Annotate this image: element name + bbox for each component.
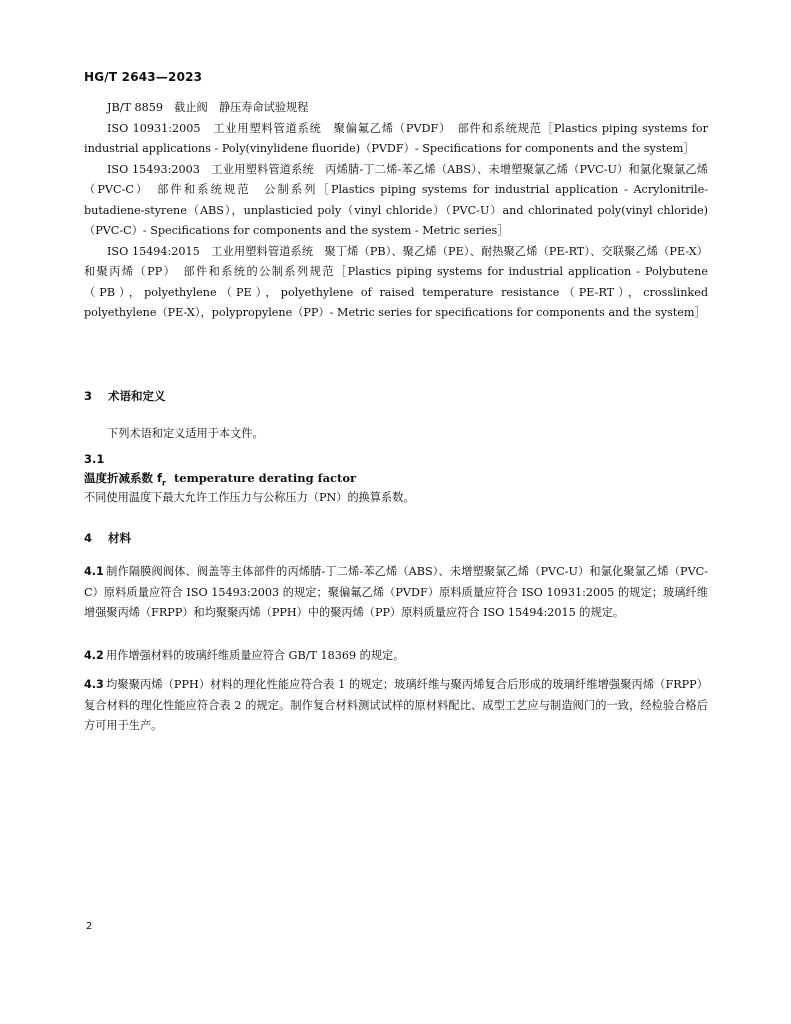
reference-item: ISO 10931:2005 工业用塑料管道系统 聚偏氟乙烯（PVDF） 部件和系统规范［Plastics piping systems for industrial applications - Poly(vinylidene fluoride)（PVDF）- Specifications for components and the system］ — [84, 121, 708, 155]
section-number: 3 — [84, 389, 93, 403]
clause-4-1 — [84, 562, 708, 624]
clause-4-3 — [84, 675, 708, 737]
term-chinese: 温度折减系数 f — [84, 471, 163, 485]
term-heading — [84, 470, 356, 487]
section-3-intro: 下列术语和定义适用于本文件。 — [107, 427, 264, 440]
term-english: temperature derating factor — [173, 471, 357, 485]
normative-references-list — [84, 98, 708, 324]
term-subscript: r — [162, 478, 166, 488]
clause-text: 均聚聚丙烯（PPH）材料的理化性能应符合表 1 的规定；玻璃纤维与聚丙烯复合后形成的玻璃纤维增强聚丙烯（FRPP）复合材料的理化性能应符合表 2 的规定。制作复合材料测试试样的原材料配比、成型工艺应与制造阀门的一致，经检验合格后方可用于生产。 — [84, 678, 708, 732]
reference-item: ISO 15493:2003 工业用塑料管道系统 丙烯腈-丁二烯-苯乙烯（ABS）、未增塑聚氯乙烯（PVC-U）和氯化聚氯乙烯（PVC-C） 部件和系统规范 公制系列［Plastics piping systems for industrial application - Acrylonitrile-butadiene-styrene（ABS），unplasticied poly（vinyl chloride）（PVC-U）and chlorinated poly(vinyl chloride)（PVC-C）- Specifications for components and the system - Metric series］ — [84, 162, 708, 237]
section-3-heading — [84, 388, 166, 404]
term-definition: 不同使用温度下最大允许工作压力与公称压力（PN）的换算系数。 — [84, 491, 415, 504]
reference-item: JB/T 8859 截止阀 静压寿命试验规程 — [107, 101, 309, 114]
section-number: 4 — [84, 531, 93, 545]
reference-item: ISO 15494:2015 工业用塑料管道系统 聚丁烯（PB）、聚乙烯（PE）、耐热聚乙烯（PE-RT）、交联聚乙烯（PE-X）和聚丙烯（PP） 部件和系统的公制系列规范［Plastics piping systems for industrial application - Polybutene（PB），polyethylene（PE），polyethylene of raised temperature resistance（PE-RT），crosslinked polyethylene（PE-X），polypropylene（PP）- Metric series for specifications for components and the system］ — [84, 244, 708, 319]
clause-number: 4.3 — [84, 678, 104, 691]
clause-number: 4.2 — [84, 649, 104, 662]
clause-text: 用作增强材料的玻璃纤维质量应符合 GB/T 18369 的规定。 — [106, 649, 405, 662]
clause-number: 4.1 — [84, 565, 104, 578]
section-title: 材料 — [108, 531, 131, 545]
section-title: 术语和定义 — [108, 389, 166, 403]
section-4-heading — [84, 530, 131, 546]
page-number: 2 — [86, 921, 93, 932]
term-number: 3.1 — [84, 452, 105, 466]
clause-text: 制作隔膜阀阀体、阀盖等主体部件的丙烯腈-丁二烯-苯乙烯（ABS）、未增塑聚氯乙烯（PVC-U）和氯化聚氯乙烯（PVC-C）原料质量应符合 ISO 15493:2003 的规定；聚偏氟乙烯（PVDF）原料质量应符合 ISO 10931:2005 的规定；玻璃纤维增强聚丙烯（FRPP）和均聚聚丙烯（PPH）中的聚丙烯（PP）原料质量应符合 ISO 15494:2015 的规定。 — [84, 565, 708, 619]
clause-4-2 — [84, 646, 708, 667]
document-id-header: HG/T 2643—2023 — [84, 70, 203, 84]
